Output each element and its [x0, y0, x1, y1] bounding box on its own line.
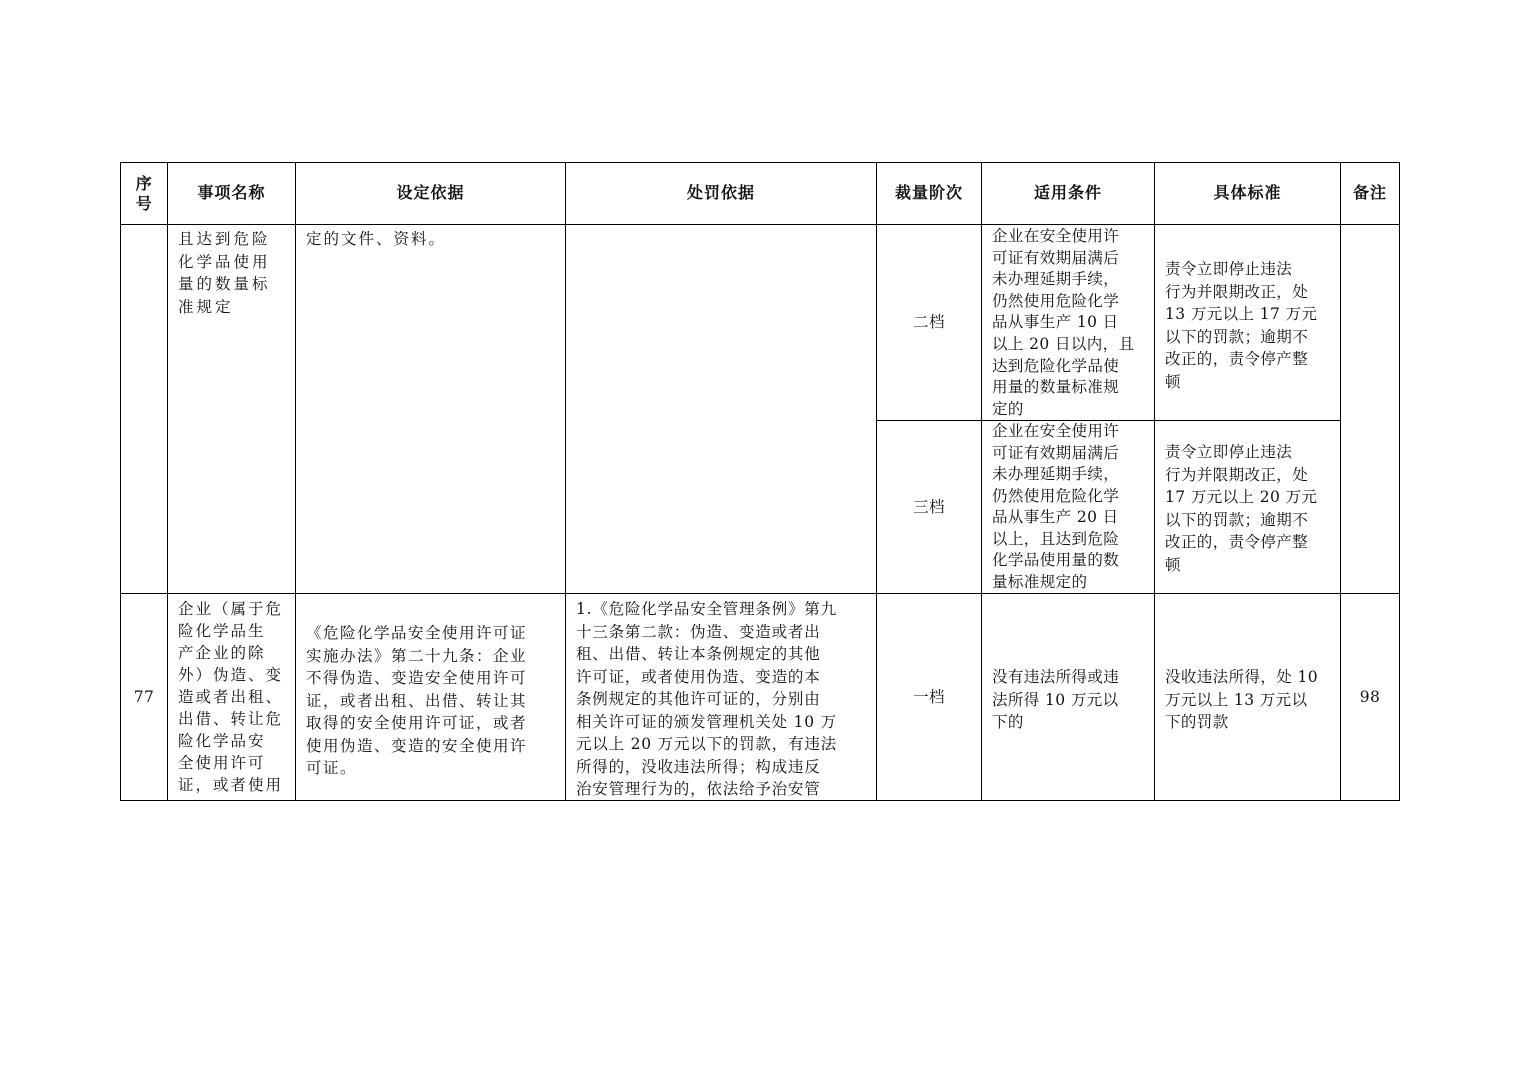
cont-item-name: 且达到危险 化学品使用 量的数量标 准规定 — [178, 230, 271, 316]
header-basis-penalty: 处罚依据 — [686, 183, 755, 203]
header-basis-set: 设定依据 — [396, 183, 465, 203]
header-item-name: 事项名称 — [197, 183, 266, 203]
row77-basis-penalty: 1.《危险化学品安全管理条例》第九 十三条第二款：伪造、变造或者出 租、出借、转让本条例规定的其他 许可证，或者使用伪造、变造的本 条例规定的其他许可证的，分别由 相关许可证的颁发管理机关处 10 万 元以上 20 万元以下的罚款，有违法 所得的，没收违法所得；构成违反 治安管理行为的，依法给予治安管 — [576, 600, 837, 798]
row77-remark: 98 — [1359, 687, 1381, 706]
cont-condition-3: 企业在安全使用许 可证有效期届满后 未办理延期手续， 仍然使用危险化学 品从事生产 20 日 以上，且达到危险 化学品使用量的数 量标准规定的 — [992, 422, 1120, 591]
header-level: 裁量阶次 — [894, 183, 963, 203]
row77-seq: 77 — [133, 687, 155, 706]
row77-level: 一档 — [913, 687, 945, 706]
table-border-bottom — [120, 800, 1400, 801]
cont-condition-2: 企业在安全使用许 可证有效期届满后 未办理延期手续， 仍然使用危险化学 品从事生产 10 日 以上 20 日以内，且 达到危险化学品使 用量的数量标准规 定的 — [992, 227, 1135, 418]
row77-condition: 没有违法所得或违 法所得 10 万元以 下的 — [992, 668, 1120, 731]
header-seq-top: 序 — [135, 173, 153, 193]
cont-level-2: 二档 — [913, 313, 945, 332]
header-seq-bottom: 号 — [135, 193, 153, 213]
row77-item-name: 企业（属于危 险化学品生 产企业的除 外）伪造、变 造或者出租、 出借、转让危 险化学品安 全使用许可 证，或者使用 — [178, 600, 284, 794]
header-standard: 具体标准 — [1213, 183, 1282, 203]
header-remark: 备注 — [1352, 183, 1387, 203]
row77-standard: 没收违法所得，处 10 万元以上 13 万元以 下的罚款 — [1165, 668, 1319, 731]
cont-standard-3: 责令立即停止违法 行为并限期改正，处 17 万元以上 20 万元 以下的罚款；逾期不 改正的，责令停产整 顿 — [1165, 443, 1318, 574]
header-seq — [121, 163, 167, 224]
cont-standard-2: 责令立即停止违法 行为并限期改正，处 13 万元以上 17 万元 以下的罚款；逾期不 改正的，责令停产整 顿 — [1165, 260, 1318, 391]
header-condition: 适用条件 — [1033, 183, 1102, 203]
cont-level-3: 三档 — [913, 497, 945, 516]
row77-basis-set: 《危险化学品安全使用许可证 实施办法》第二十九条：企业 不得伪造、变造安全使用许可 证，或者出租、出借、转让其 取得的安全使用许可证，或者 使用伪造、变造的安全使用许 可证。 — [306, 624, 528, 777]
table-border-right — [1399, 162, 1400, 801]
cont-basis-set: 定的文件、资料。 — [306, 230, 447, 248]
